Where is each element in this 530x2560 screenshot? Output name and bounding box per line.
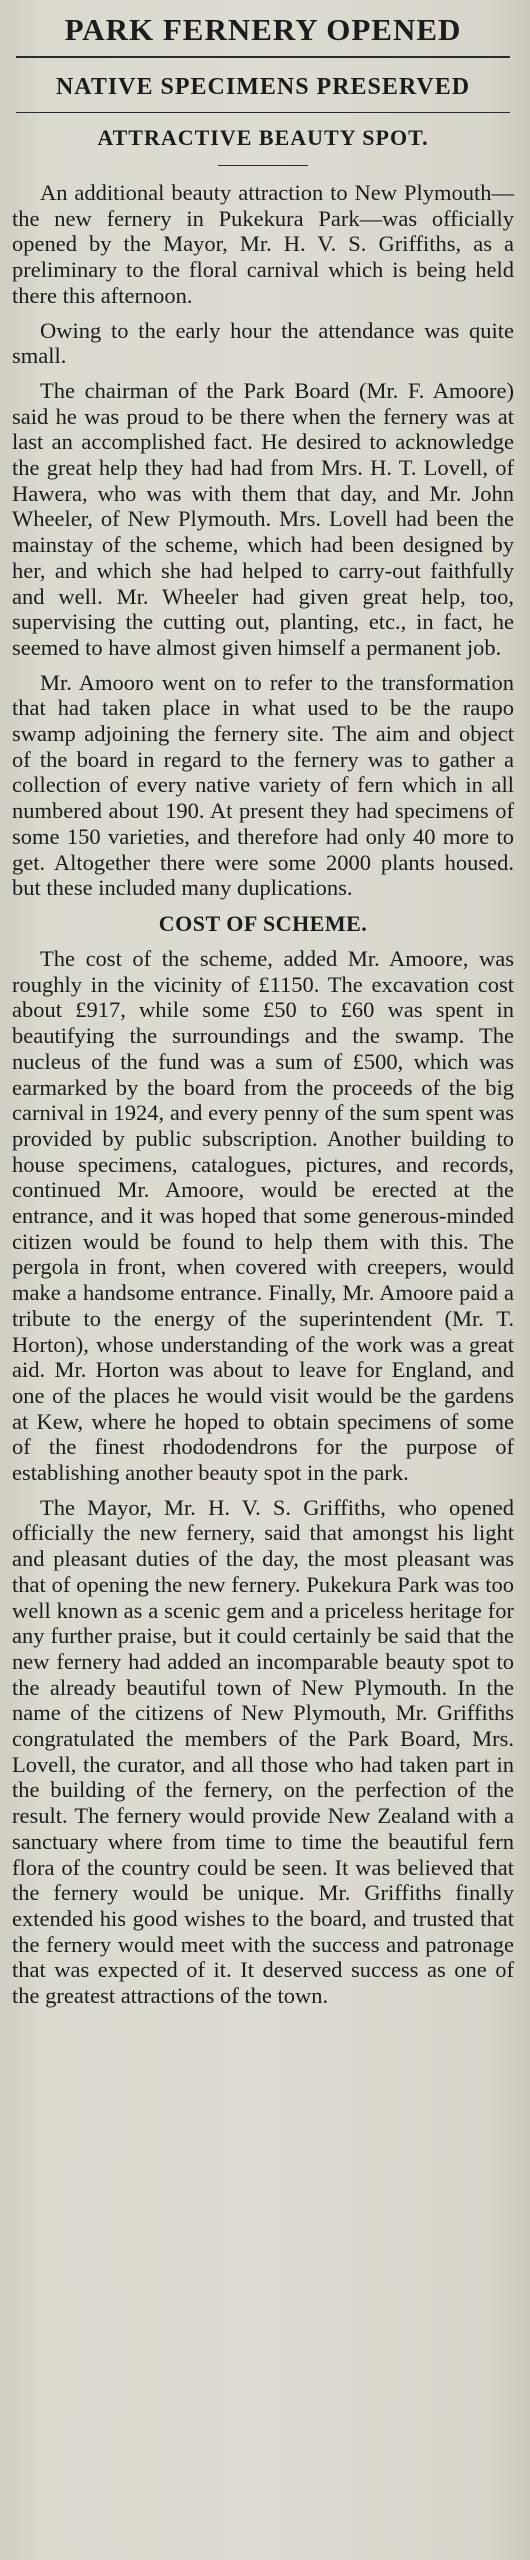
headline-rule	[16, 56, 510, 58]
deck-rule	[218, 165, 308, 166]
article-paragraph: The chairman of the Park Board (Mr. F. Amoore) said he was proud to be there when the fernery was at last an accomplished fact. He desired to acknowledge the great help they had had from Mrs. H. T. Lovell, of Hawera, who was with them that day, and Mr. John Wheeler, of New Plymouth. Mrs. Lovell had been the mainstay of the scheme, which had been designed by her, and which she had helped to carry-out faithfully and well. Mr. Wheeler had given great help, too, supervising the cutting out, planting, etc., in fact, he seemed to have almost given himself a permanent job.	[12, 377, 514, 660]
article-paragraph: Owing to the early hour the attendance was quite small.	[12, 317, 514, 369]
headline: PARK FERNERY OPENED	[64, 12, 462, 47]
subheadline: NATIVE SPECIMENS PRESERVED	[55, 74, 471, 100]
section-heading: COST OF SCHEME.	[158, 910, 368, 936]
article-paragraph: The cost of the scheme, added Mr. Amoore, was roughly in the vicinity of £1150. The excavation cost about £917, while some £50 to £60 was spent in beautifying the surroundings and the swamp. The nucleus of the fund was a sum of £500, which was earmarked by the board from the proceeds of the big carnival in 1924, and every penny of the sum spent was provided by public subscription. Another building to house specimens, catalogues, pictures, and records, continued Mr. Amoore, would be erected at the entrance, and it was hoped that some generous-minded citizen would be found to help them with this. The pergola in front, when covered with creepers, would make a handsome entrance. Finally, Mr. Amoore paid a tribute to the energy of the superintendent (Mr. T. Horton), whose understanding of the work was a great aid. Mr. Horton was about to leave for England, and one of the places he would visit would be the gardens at Kew, where he hoped to obtain specimens of some of the finest rhododendrons for the purpose of establishing another beauty spot in the park.	[12, 945, 514, 1486]
article-paragraph: An additional beauty attraction to New Plymouth—the new fernery in Pukekura Park—was officially opened by the Mayor, Mr. H. V. S. Griffiths, as a preliminary to the floral carnival which is being held there this afternoon.	[12, 180, 514, 308]
subheadline-rule	[16, 112, 510, 113]
deck: ATTRACTIVE BEAUTY SPOT.	[97, 125, 429, 150]
article-paragraph: The Mayor, Mr. H. V. S. Griffiths, who opened officially the new fernery, said that amongst his light and pleasant duties of the day, the most pleasant was that of opening the new fernery. Pukekura Park was too well known as a scenic gem and a priceless heritage for any further praise, but it could certainly be said that the new fernery had added an incomparable beauty spot to the already beautiful town of New Plymouth. In the name of the citizens of New Plymouth, Mr. Griffiths congratulated the members of the Park Board, Mrs. Lovell, the curator, and all those who had taken part in the building of the fernery, on the perfection of the result. The fernery would provide New Zealand with a sanctuary where from time to time the beautiful fern flora of the country could be seen. It was believed that the fernery would be unique. Mr. Griffiths finally extended his good wishes to the board, and trusted that the fernery would meet with the success and patronage that was expected of it. It deserved success as one of the greatest attractions of the town.	[12, 1494, 514, 2009]
article-paragraph: Mr. Amooro went on to refer to the transformation that had taken place in what used to be the raupo swamp adjoining the fernery site. The aim and object of the board in regard to the fernery was to gather a collection of every native variety of fern which in all numbered about 190. At present they had specimens of some 150 varieties, and therefore had only 40 more to get. Altogether there were some 2000 plants housed. but these included many duplications.	[12, 669, 514, 901]
